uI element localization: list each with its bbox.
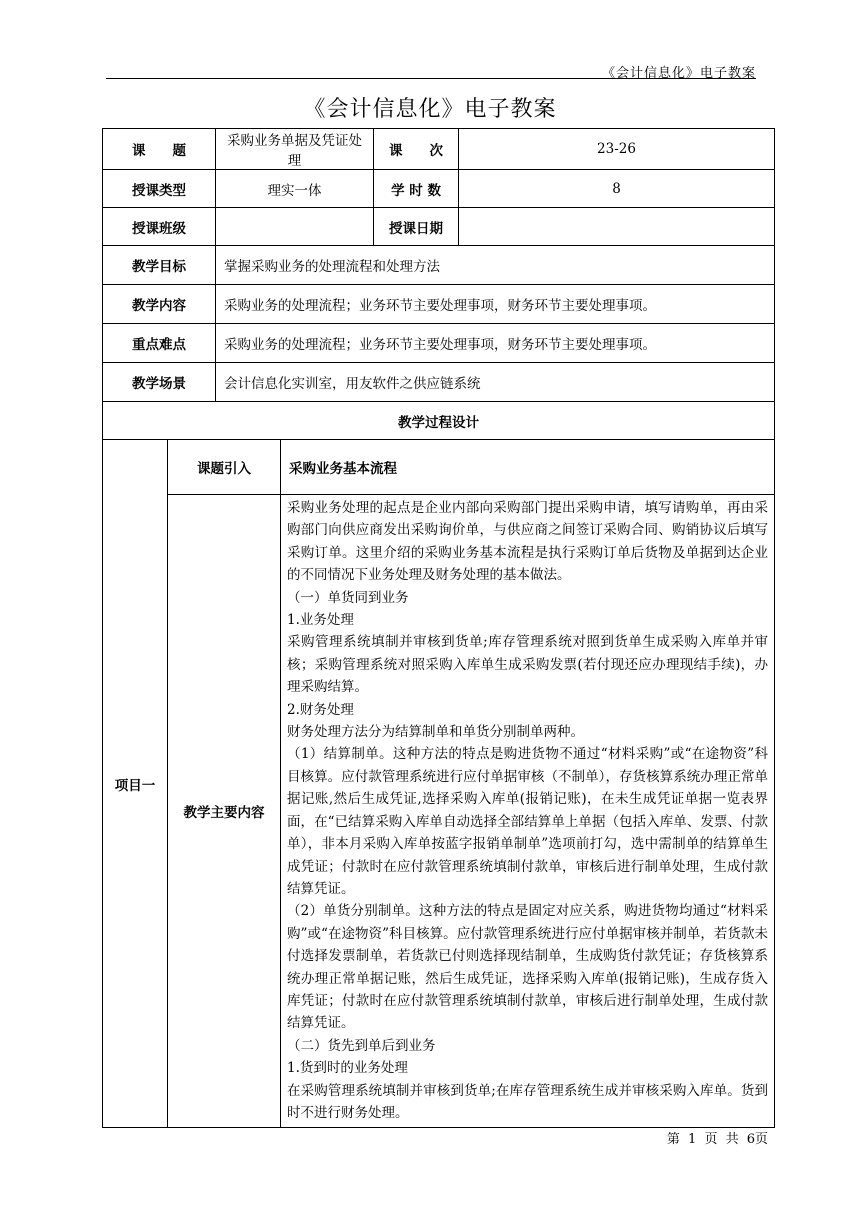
hours-value: 8	[459, 170, 775, 208]
row-goal	[103, 246, 775, 285]
paragraph: 2.财务处理	[287, 701, 354, 718]
session-value: 23-26	[459, 129, 775, 170]
main-content-label: 教学主要内容	[168, 495, 281, 1128]
process-heading: 教学过程设计	[103, 402, 775, 440]
row-type	[103, 170, 775, 208]
row-intro	[103, 440, 775, 495]
paragraph: （1）结算制单。这种方法的特点是购进货物不通过“材料采购”或“在途物资”科目核算。应付款管理系统进行应付单据审核（不制单），存货核算系统办理正常单据记账,然后生成凭证,选择采购入库单(报销记账)，在未生成凭证单据一览表界面，在“已结算采购入库单自动选择全部结算单上单据（包括入库单、发票、付款单），非本月采购入库单按蓝字报销单制单”选项前打勾，选中需制单的结算单生成凭证；付款时在应付款管理系统填制付款单，审核后进行制单处理，生成付款结算凭证。	[287, 746, 769, 897]
paragraph: 财务处理方法分为结算制单和单货分别制单两种。	[287, 724, 584, 741]
project-label: 项目一	[103, 440, 168, 1128]
paragraph: 采购业务处理的起点是企业内部向采购部门提出采购申请，填写请购单，再由采购部门向供应商发出采购询价单，与供应商之间签订采购合同、购销协议后填写采购订单。这里介绍的采购业务基本流程是执行采购订单后货物及单据到达企业的不同情况下业务处理及财务处理的基本做法。	[287, 500, 769, 584]
paragraph: （2）单货分别制单。这种方法的特点是固定对应关系，购进货物均通过“材料采购”或“在途物资”科目核算。应付款管理系统进行应付单据审核并制单，若货款未付选择发票制单，若货款已付则选择现结制单，生成购货付款凭证；存货核算系统办理正常单据记账，然后生成凭证，选择采购入库单(报销记账)，生成存货入库凭证；付款时在应付款管理系统填制付款单，审核后进行制单处理，生成付款结算凭证。	[287, 903, 769, 1032]
topic-value: 采购业务单据及凭证处理	[216, 129, 374, 170]
row-content	[103, 285, 775, 324]
header-rule	[106, 78, 756, 79]
paragraph: 1.货到时的业务处理	[287, 1060, 408, 1077]
row-main-content	[103, 495, 775, 1128]
keypoint-label: 重点难点	[103, 324, 216, 363]
document-title: 《会计信息化》电子教案	[303, 97, 557, 122]
page-header: 《会计信息化》电子教案	[601, 66, 756, 81]
date-value	[459, 208, 775, 246]
scene-label: 教学场景	[103, 363, 216, 402]
goal-label: 教学目标	[103, 246, 216, 285]
type-value: 理实一体	[216, 170, 374, 208]
row-process-heading	[103, 402, 775, 440]
paragraph: 采购管理系统填制并审核到货单;库存管理系统对照到货单生成采购入库单并审核；采购管理系统对照采购入库单生成采购发票(若付现还应办理现结手续)，办理采购结算。	[287, 634, 769, 696]
content-value: 采购业务的处理流程；业务环节主要处理事项，财务环节主要处理事项。	[216, 285, 775, 324]
date-label: 授课日期	[374, 208, 459, 246]
row-keypoint	[103, 324, 775, 363]
row-topic	[103, 129, 775, 170]
intro-value: 采购业务基本流程	[281, 440, 775, 495]
row-scene	[103, 363, 775, 402]
paragraph: 在采购管理系统填制并审核到货单;在库存管理系统生成并审核采购入库单。货到时不进行财务处理。	[287, 1082, 769, 1121]
class-label: 授课班级	[103, 208, 216, 246]
hours-label: 学 时 数	[374, 170, 459, 208]
main-content-body	[281, 495, 775, 1128]
paragraph: （一）单货同到业务	[287, 589, 409, 606]
lesson-plan-table	[102, 128, 775, 1128]
type-label: 授课类型	[103, 170, 216, 208]
class-value	[216, 208, 374, 246]
topic-label: 课 题	[103, 129, 216, 170]
session-label: 课 次	[374, 129, 459, 170]
paragraph: 1.业务处理	[287, 612, 354, 629]
scene-value: 会计信息化实训室，用友软件之供应链系统	[216, 363, 775, 402]
row-class	[103, 208, 775, 246]
content-label: 教学内容	[103, 285, 216, 324]
paragraph: （二）货先到单后到业务	[287, 1037, 436, 1054]
keypoint-value: 采购业务的处理流程；业务环节主要处理事项，财务环节主要处理事项。	[216, 324, 775, 363]
intro-label: 课题引入	[168, 440, 281, 495]
page-footer: 第 1 页 共 6页	[666, 1132, 768, 1147]
goal-value: 掌握采购业务的处理流程和处理方法	[216, 246, 775, 285]
